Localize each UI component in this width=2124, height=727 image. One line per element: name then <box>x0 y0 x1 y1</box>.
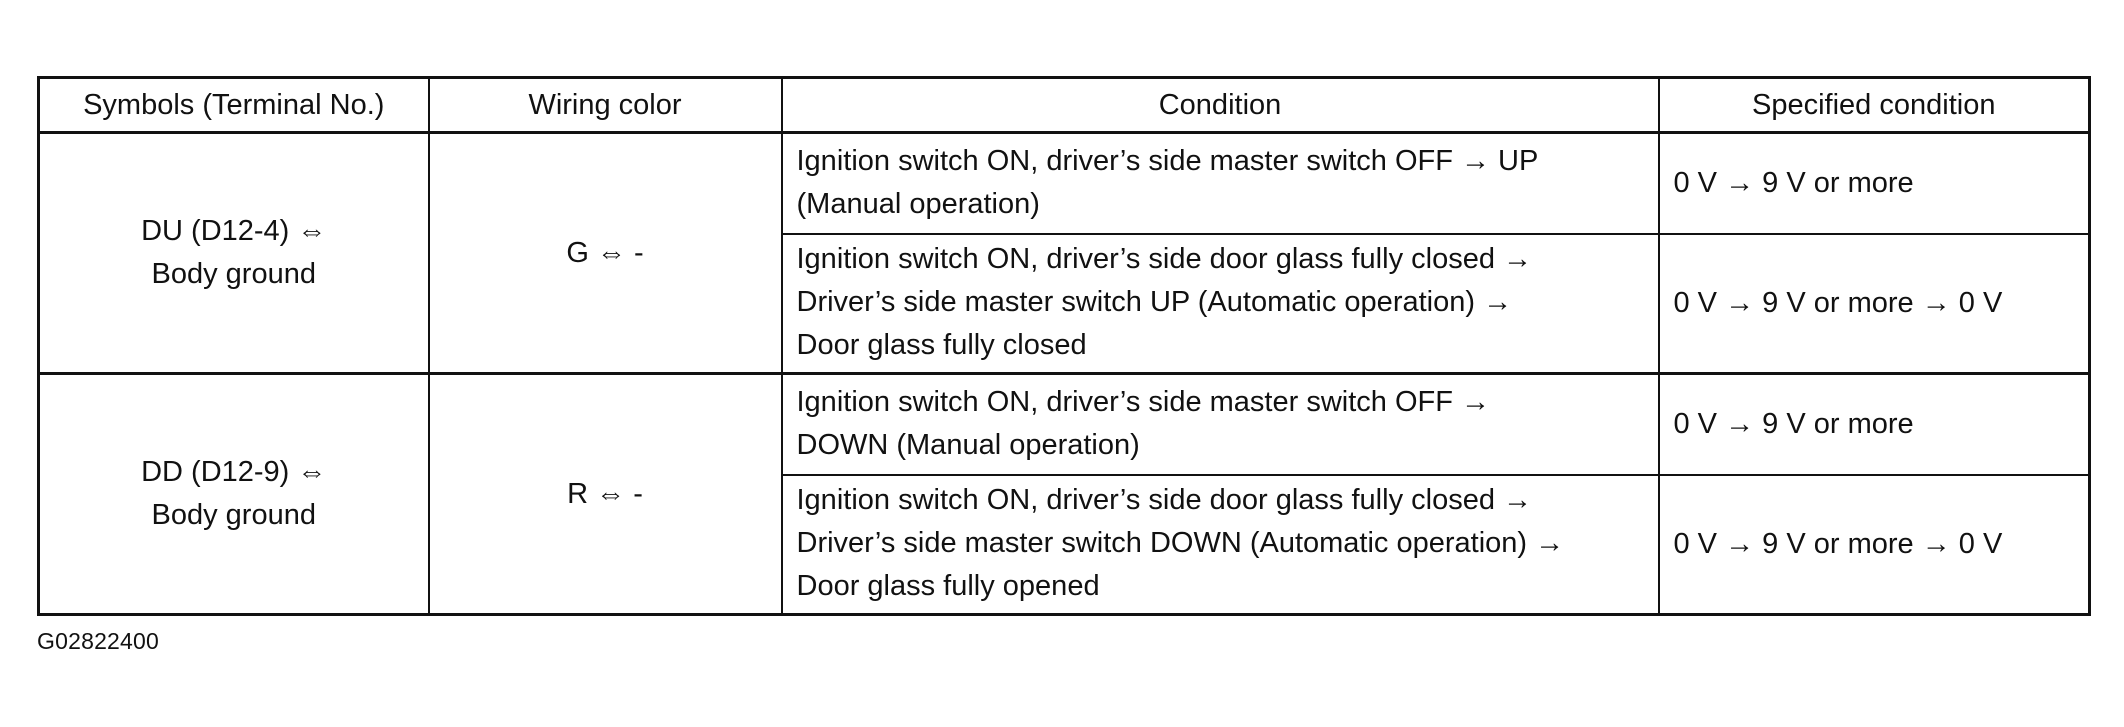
condition-cell <box>782 374 1659 475</box>
header-symbols: Symbols (Terminal No.) <box>39 78 429 133</box>
condition-line: Door glass fully opened <box>796 570 1100 603</box>
condition-cell <box>782 475 1659 615</box>
condition-cell <box>782 234 1659 374</box>
symbol-line: DU (D12-4) ⇔ <box>141 215 327 247</box>
table-row <box>39 374 2090 475</box>
wiring-cell-du: G ⇔ - <box>429 133 782 374</box>
specified-cell: 0 V → 9 V or more <box>1659 133 2090 234</box>
condition-line: Door glass fully closed <box>796 329 1087 362</box>
terminal-spec-table <box>37 76 2091 616</box>
condition-cell <box>782 133 1659 234</box>
condition-line: DOWN (Manual operation) <box>796 428 1140 461</box>
header-wiring-color: Wiring color <box>429 78 782 133</box>
specified-cell: 0 V → 9 V or more <box>1659 374 2090 475</box>
condition-line: Driver’s side master switch UP (Automatic operation) → <box>796 286 1513 319</box>
table-header-row <box>39 78 2090 133</box>
wiring-cell-dd: R ⇔ - <box>429 374 782 615</box>
figure-code: G02822400 <box>37 628 160 654</box>
condition-line: (Manual operation) <box>796 187 1040 220</box>
condition-line: Ignition switch ON, driver’s side master switch OFF → <box>796 385 1490 418</box>
symbol-cell-du <box>39 133 429 374</box>
symbol-line: Body ground <box>151 499 316 531</box>
header-condition: Condition <box>782 78 1659 133</box>
symbol-cell-dd <box>39 374 429 615</box>
condition-line: Ignition switch ON, driver’s side door glass fully closed → <box>796 243 1533 276</box>
condition-line: Ignition switch ON, driver’s side door glass fully closed → <box>796 484 1533 517</box>
specified-cell: 0 V → 9 V or more → 0 V <box>1659 234 2090 374</box>
symbol-line: DD (D12-9) ⇔ <box>141 456 327 488</box>
condition-line: Driver’s side master switch DOWN (Automatic operation) → <box>796 527 1565 560</box>
header-specified-condition: Specified condition <box>1659 78 2090 133</box>
table-row <box>39 133 2090 234</box>
condition-line: Ignition switch ON, driver’s side master switch OFF → UP <box>796 144 1539 177</box>
specified-cell: 0 V → 9 V or more → 0 V <box>1659 475 2090 615</box>
symbol-line: Body ground <box>151 258 316 290</box>
